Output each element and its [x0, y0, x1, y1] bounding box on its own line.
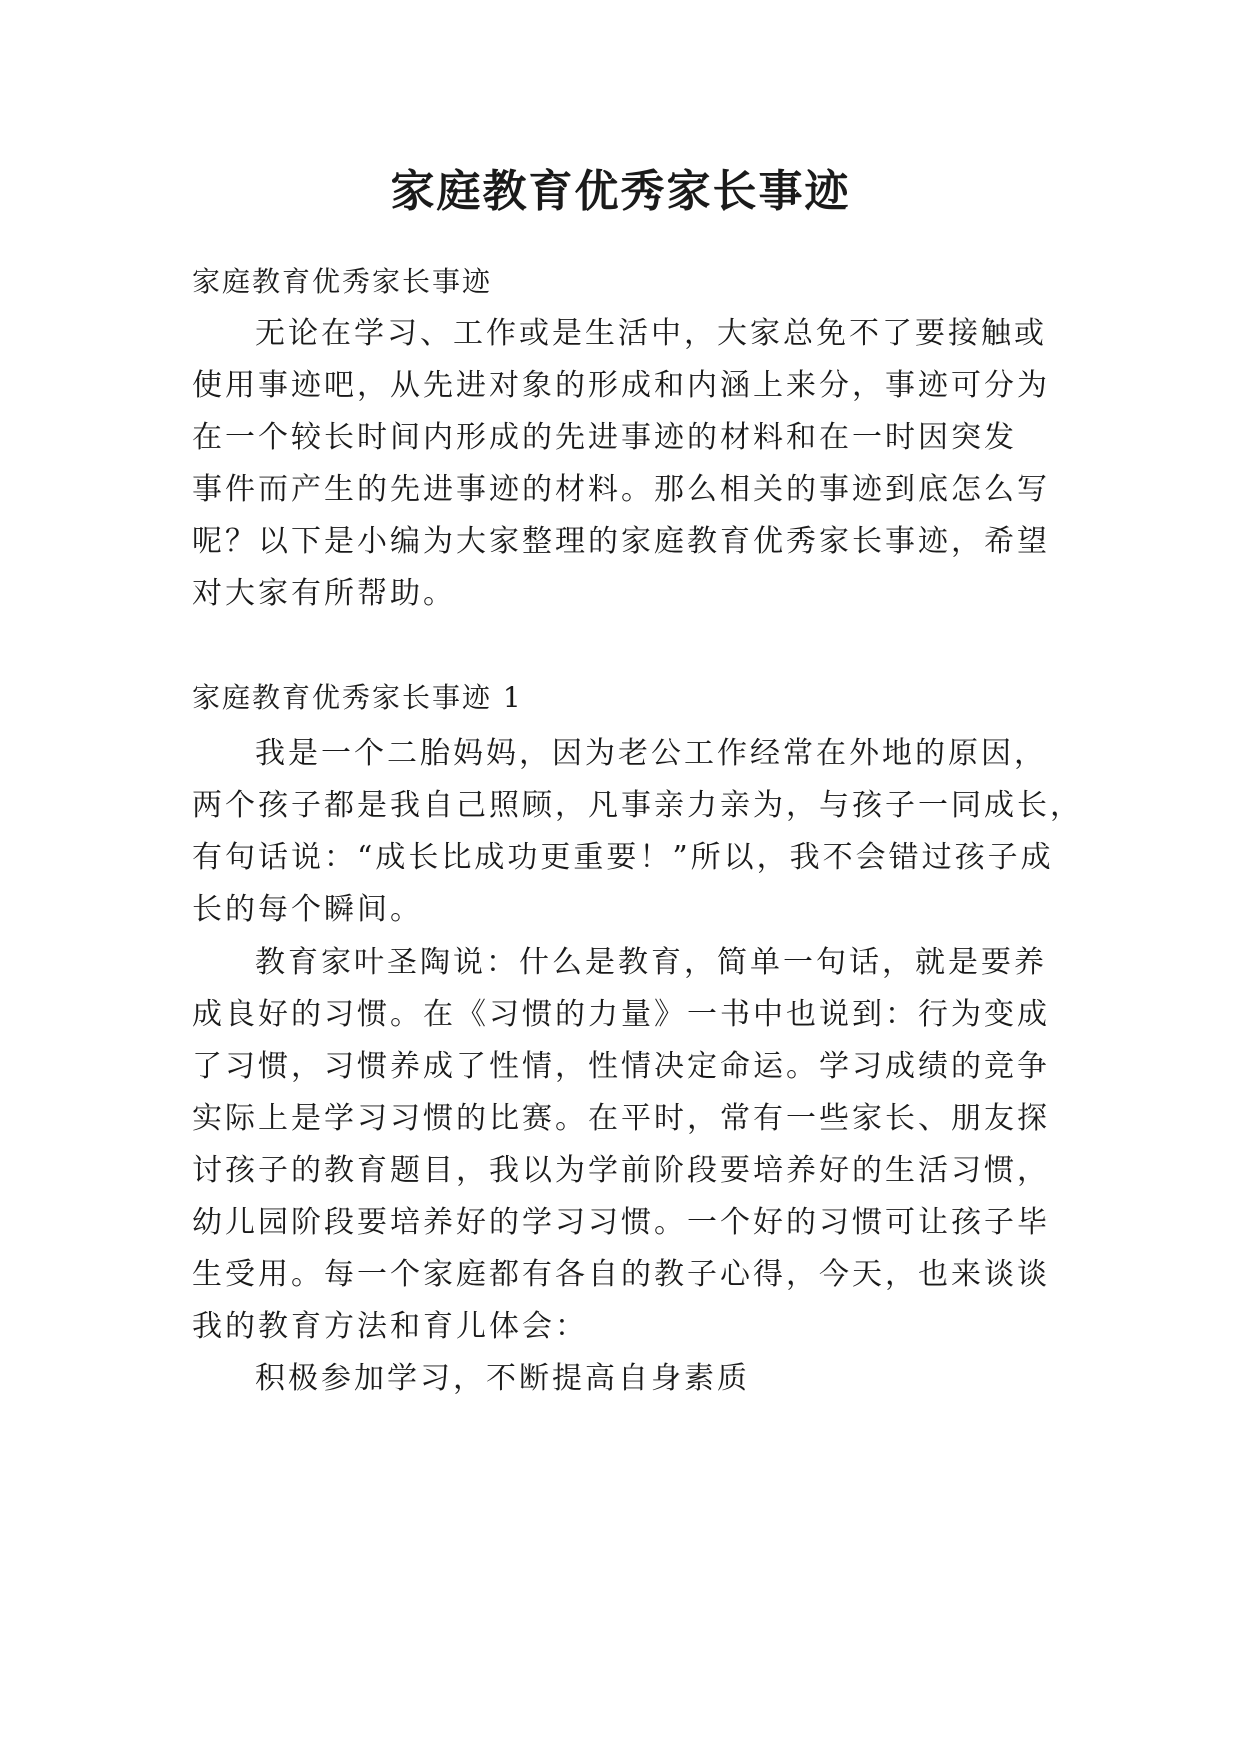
para3-line: 积极参加学习，不断提高自身素质	[255, 1361, 750, 1396]
para2-line-7: 生受用。每一个家庭都有各自的教子心得，今天，也来谈谈	[192, 1257, 1050, 1292]
para2-line-2: 成良好的习惯。在《习惯的力量》一书中也说到：行为变成	[192, 997, 1050, 1032]
para1-line-4: 长的每个瞬间。	[192, 892, 423, 927]
para2-line-1: 教育家叶圣陶说：什么是教育，简单一句话，就是要养	[255, 945, 1047, 980]
para2-line-3: 了习惯，习惯养成了性情，性情决定命运。学习成绩的竞争	[192, 1049, 1050, 1084]
document-subtitle: 家庭教育优秀家长事迹	[192, 265, 493, 298]
para1-line-3: 有句话说：“成长比成功更重要！”所以，我不会错过孩子成	[192, 840, 1054, 875]
document-title: 家庭教育优秀家长事迹	[390, 166, 851, 217]
intro-line-3: 在一个较长时间内形成的先进事迹的材料和在一时因突发	[192, 420, 1017, 455]
intro-line-5: 呢？以下是小编为大家整理的家庭教育优秀家长事迹，希望	[192, 524, 1050, 559]
intro-line-2: 使用事迹吧，从先进对象的形成和内涵上来分，事迹可分为	[192, 368, 1050, 403]
para2-line-8: 我的教育方法和育儿体会：	[192, 1309, 588, 1344]
para1-line-2: 两个孩子都是我自己照顾，凡事亲力亲为，与孩子一同成长，	[192, 788, 1083, 823]
para2-line-5: 讨孩子的教育题目，我以为学前阶段要培养好的生活习惯，	[192, 1153, 1050, 1188]
intro-line-6: 对大家有所帮助。	[192, 576, 456, 611]
para2-line-4: 实际上是学习习惯的比赛。在平时，常有一些家长、朋友探	[192, 1101, 1050, 1136]
section-heading: 家庭教育优秀家长事迹 1	[192, 681, 523, 714]
para1-line-1: 我是一个二胎妈妈，因为老公工作经常在外地的原因，	[255, 736, 1047, 771]
intro-line-1: 无论在学习、工作或是生活中，大家总免不了要接触或	[255, 316, 1047, 351]
intro-line-4: 事件而产生的先进事迹的材料。那么相关的事迹到底怎么写	[192, 472, 1050, 507]
para2-line-6: 幼儿园阶段要培养好的学习习惯。一个好的习惯可让孩子毕	[192, 1205, 1050, 1240]
